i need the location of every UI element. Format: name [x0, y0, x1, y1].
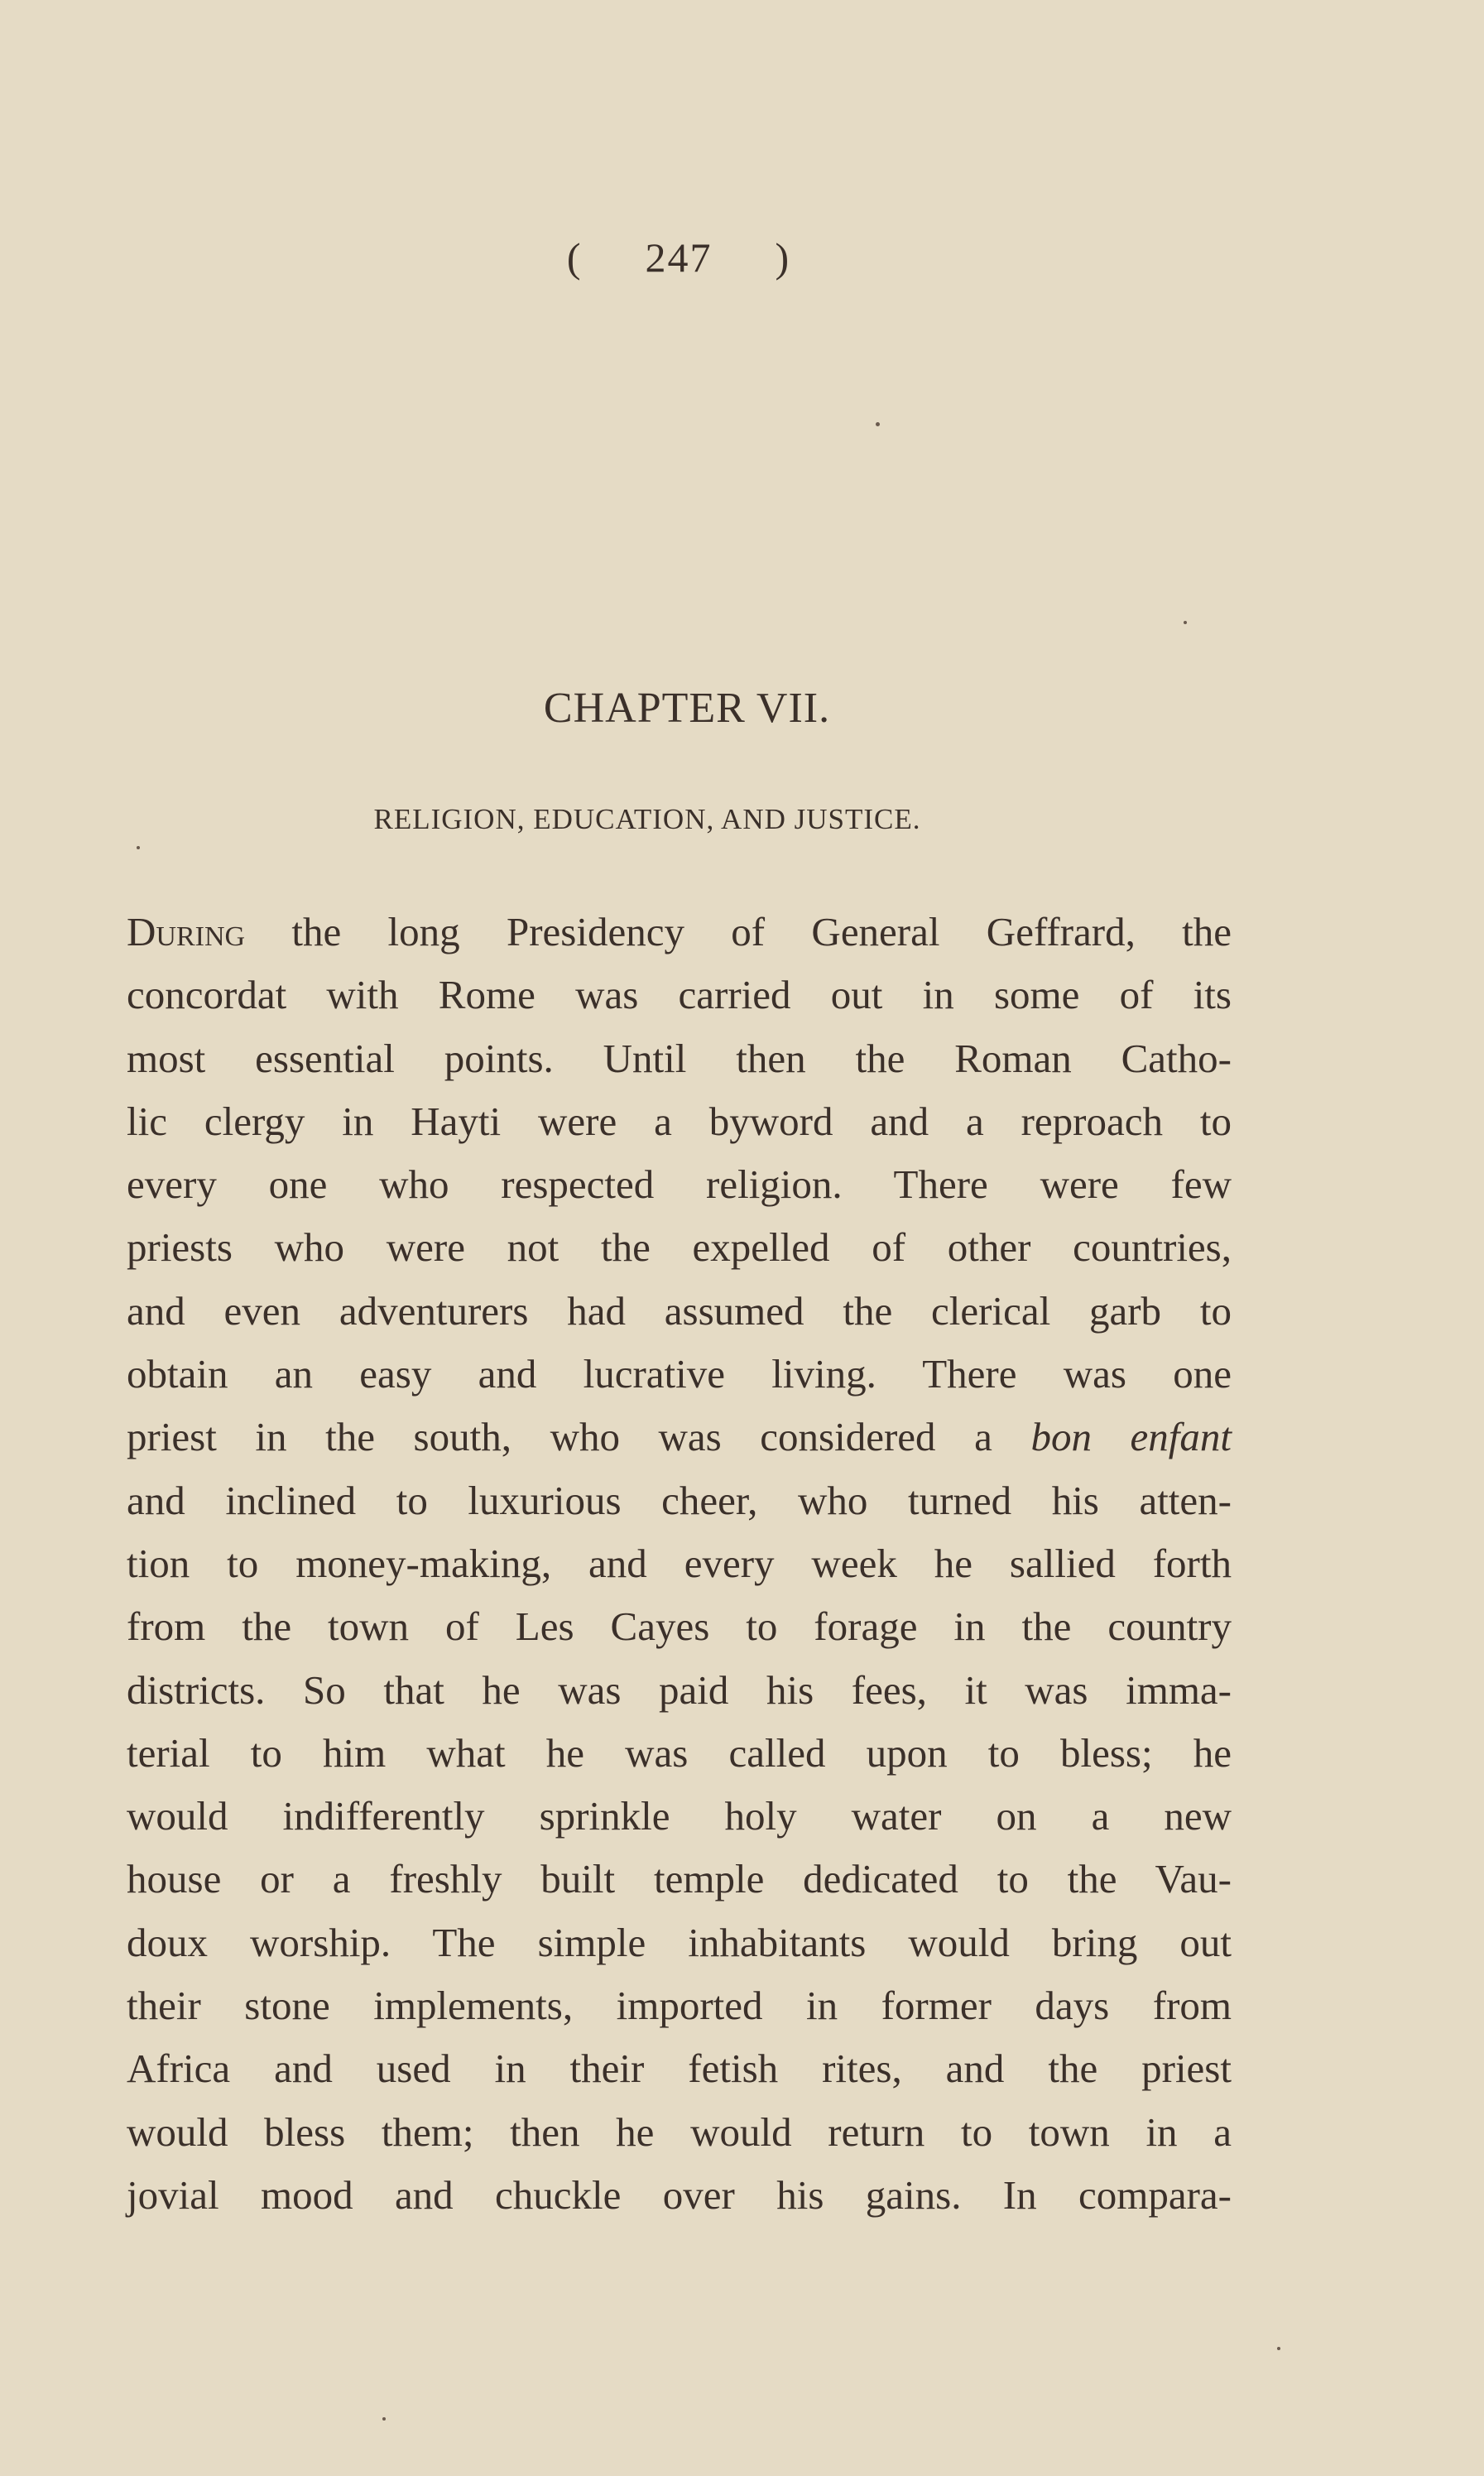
text-line: [127, 901, 1232, 964]
paper-speck: [876, 422, 880, 426]
chapter-title: CHAPTER VII.: [543, 685, 831, 732]
text-line: obtain an easy and lucrative living. There was one: [127, 1351, 1232, 1397]
text-line: would bless them; then he would return to town in a: [127, 2108, 1232, 2155]
text-line: lic clergy in Hayti were a byword and a reproach to: [127, 1098, 1232, 1144]
text-line: would indifferently sprinkle holy water on a new: [127, 1793, 1232, 1839]
drop-word: During: [127, 909, 246, 954]
text-line: and inclined to luxurious cheer, who turned his atten-: [127, 1477, 1232, 1523]
text-line: house or a freshly built temple dedicated to the Vau-: [127, 1856, 1232, 1902]
paper-speck: [382, 2417, 386, 2421]
chapter-subtitle: RELIGION, EDUCATION, AND JUSTICE.: [373, 803, 921, 835]
body-text: [127, 901, 1232, 2227]
text-line: districts. So that he was paid his fees, it was imma-: [127, 1666, 1232, 1713]
text-line: concordat with Rome was carried out in some of its: [127, 972, 1232, 1018]
text-line: Africa and used in their fetish rites, and the priest: [127, 2046, 1232, 2092]
text-line: priests who were not the expelled of other countries,: [127, 1224, 1232, 1271]
text-line: their stone implements, imported in former days from: [127, 1983, 1232, 2029]
paper-speck: [1277, 2347, 1280, 2350]
text-line: terial to him what he was called upon to bless; he: [127, 1729, 1232, 1776]
text-line: most essential points. Until then the Roman Catho-: [127, 1035, 1232, 1081]
text-line: from the town of Les Cayes to forage in the country: [127, 1603, 1232, 1650]
page-number: ( 247 ): [566, 234, 791, 281]
text-line: jovial mood and chuckle over his gains. In compara-: [127, 2171, 1232, 2218]
page-number-value: 247: [645, 234, 713, 281]
line-text: the long Presidency of General Geffrard, the: [245, 909, 1232, 954]
text-line: tion to money-making, and every week he sallied forth: [127, 1540, 1232, 1586]
italic-phrase: bon enfant: [1030, 1414, 1232, 1460]
text-line: [127, 1406, 1232, 1469]
paper-speck: [137, 846, 140, 849]
line-text: priest in the south, who was considered a: [127, 1414, 1031, 1460]
text-line: doux worship. The simple inhabitants would bring out: [127, 1919, 1232, 1965]
text-line: and even adventurers had assumed the clerical garb to: [127, 1287, 1232, 1334]
paper-speck: [1184, 621, 1187, 624]
text-line: every one who respected religion. There were few: [127, 1161, 1232, 1208]
